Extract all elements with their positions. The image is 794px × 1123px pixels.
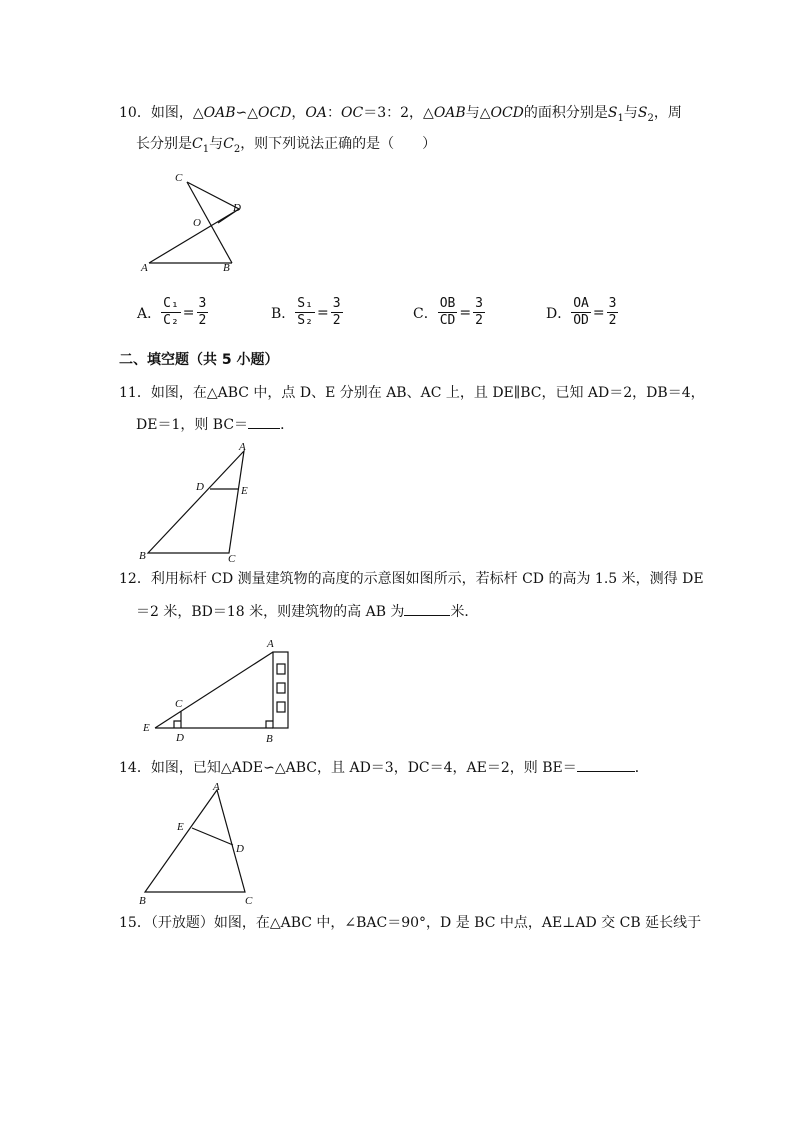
q11-line2: DE＝1，则 BC＝ ．: [136, 414, 294, 435]
q10-line2: 长分别是$C_1$与$C_2$，则下列说法正确的是（ ）: [136, 136, 437, 155]
q12-label-e: E: [143, 722, 150, 734]
q14-label-e: E: [177, 821, 184, 833]
q10-figure: [135, 165, 255, 280]
q10-label-d: D: [233, 202, 241, 214]
q10-label-b: B: [223, 262, 230, 274]
q14-label-d: D: [236, 843, 244, 855]
q11-answer-blank[interactable]: [248, 414, 280, 429]
q12-answer-blank[interactable]: [404, 601, 450, 616]
q12-line1: 12．利用标杆 CD 测量建筑物的高度的示意图如图所示，若标杆 CD 的高为 1.5 米，测得 DE: [119, 571, 704, 587]
q11-label-a: A: [239, 441, 246, 453]
q11-label-d: D: [196, 481, 204, 493]
q12-figure: [138, 635, 303, 745]
q12-label-c: C: [175, 698, 183, 710]
q12-line2: ＝2 米，BD＝18 米，则建筑物的高 AB 为 米．: [136, 601, 478, 622]
q11-label-c: C: [228, 553, 236, 565]
q14-label-b: B: [139, 895, 146, 907]
q11-label-b: B: [139, 550, 146, 562]
q12-label-a: A: [267, 638, 274, 650]
q11-line1: 11．如图，在△ABC 中，点 D、E 分别在 AB、AC 上，且 DE∥BC，已知 AD＝2，DB＝4，: [119, 385, 705, 401]
q14-answer-blank[interactable]: [577, 757, 635, 772]
q14-triangle: [145, 790, 245, 892]
q10-option-b[interactable]: B． $\frac{\text{S₁}}{\text{S₂}}$ = $\frac{3}{2}$: [271, 296, 341, 328]
q10-label-c: C: [175, 172, 183, 184]
q14-figure: [135, 780, 260, 908]
q12-label-d: D: [176, 732, 184, 744]
q10-option-d[interactable]: D． $\frac{OA}{OD}$ = $\frac{3}{2}$: [546, 296, 617, 328]
q10-option-c[interactable]: C． $\frac{OB}{CD}$ = $\frac{3}{2}$: [413, 296, 483, 328]
q11-label-e: E: [241, 485, 248, 497]
q12-label-b: B: [266, 733, 273, 745]
section-heading: 二、填空题（共 5 小题）: [119, 352, 279, 368]
q14-line1: 14．如图，已知△ADE∽△ABC，且 AD＝3，DC＝4，AE＝2，则 BE＝ ．: [119, 757, 649, 778]
q15-line1: 15．（开放题）如图，在△ABC 中，∠BAC＝90°，D 是 BC 中点，AE⊥AD 交 CB 延长线于: [119, 915, 702, 931]
q11-figure: [135, 438, 260, 566]
q14-label-c: C: [245, 895, 253, 907]
q11-triangle: [148, 451, 244, 553]
q10-option-a[interactable]: A． $\frac{\text{C₁}}{\text{C₂}}$ = $\frac{3}{2}$: [137, 296, 207, 328]
q14-label-a: A: [213, 781, 220, 793]
q10-label-o: O: [193, 217, 201, 229]
q10-label-a: A: [141, 262, 148, 274]
q10-line1: 10．如图，△OAB∽△OCD，OA：OC＝3：2，△OAB与△OCD的面积分别是$S_1$与$S_2$，周: [119, 105, 682, 124]
